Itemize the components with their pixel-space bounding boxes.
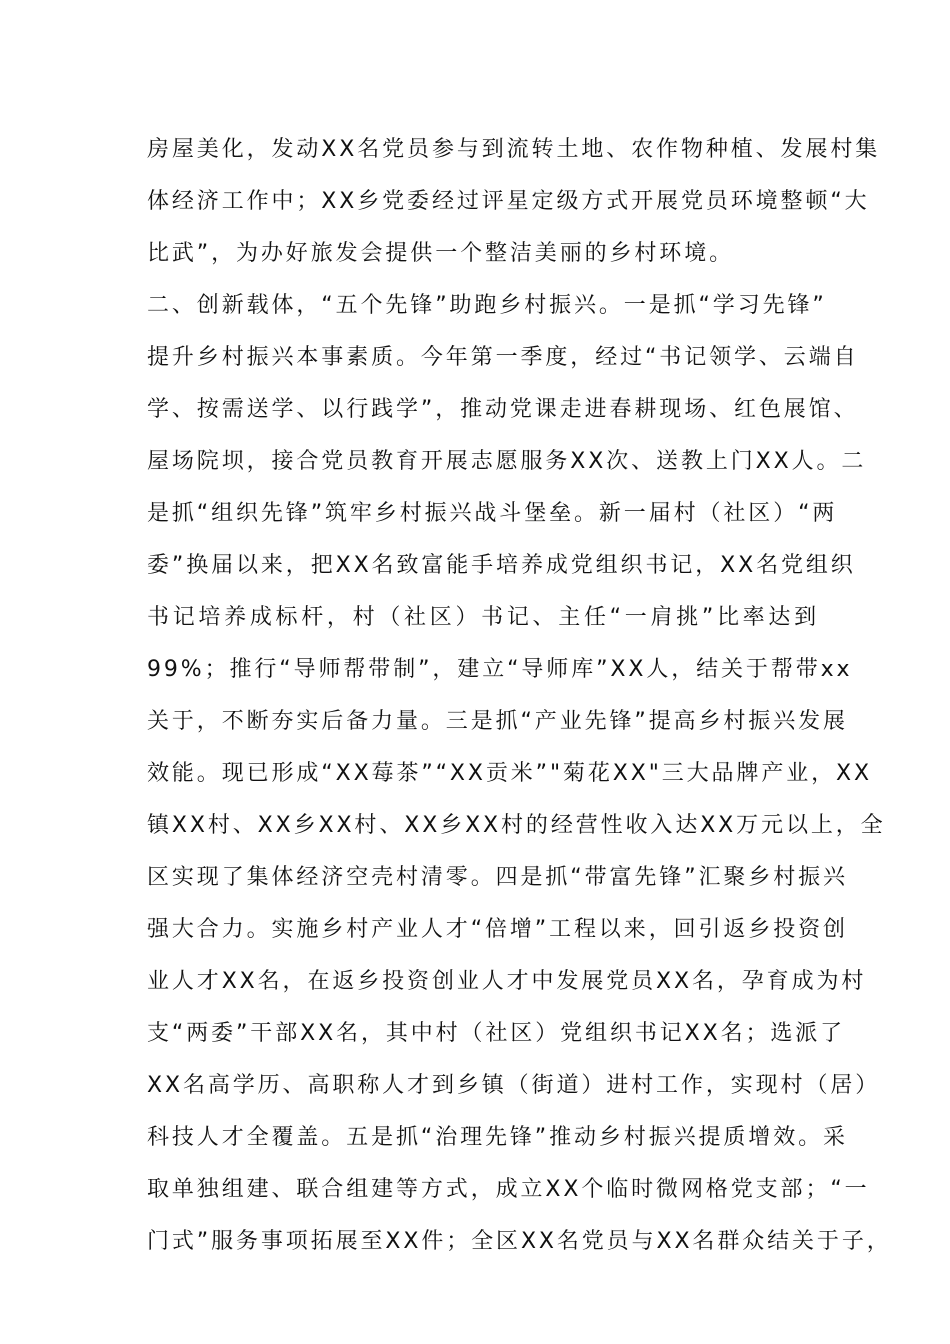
text-line-9: 委”换届以来，把XX名致富能手培养成党组织书记，XX名党组织 <box>147 553 856 578</box>
text-line-14: 镇XX村、XX乡XX村、XX乡XX村的经营性收入达XX万元以上，全 <box>147 813 886 838</box>
text-line-3: 比武”，为办好旅发会提供一个整洁美丽的乡村环境。 <box>147 241 734 266</box>
text-line-17: 业人才XX名，在返乡投资创业人才中发展党员XX名，孕育成为村 <box>147 969 867 994</box>
text-line-6: 学、按需送学、以行践学”，推动党课走进春耕现场、红色展馆、 <box>147 397 859 422</box>
text-line-19: XX名高学历、高职称人才到乡镇（街道）进村工作，实现村（居） <box>147 1073 881 1098</box>
text-line-22: 门式”服务事项拓展至XX件；全区XX名党员与XX名群众结关于子， <box>147 1229 892 1254</box>
text-line-2: 体经济工作中；XX乡党委经过评星定级方式开展党员环境整顿“大 <box>147 189 870 214</box>
text-line-13: 效能。现已形成“XX莓茶”“XX贡米”"菊花XX"三大品牌产业，XX <box>147 761 872 786</box>
text-line-18: 支“两委”干部XX名，其中村（社区）党组织书记XX名；选派了 <box>147 1021 846 1046</box>
text-line-5: 提升乡村振兴本事素质。今年第一季度，经过“书记领学、云端自 <box>147 345 859 370</box>
text-line-10: 书记培养成标杆，村（社区）书记、主任“一肩挑”比率达到 <box>147 605 819 630</box>
text-line-21: 取单独组建、联合组建等方式，成立XX个临时微网格党支部；“一 <box>147 1177 870 1202</box>
text-line-7: 屋场院坝，接合党员教育开展志愿服务XX次、送教上门XX人。二 <box>147 449 867 474</box>
text-line-11: 99%；推行“导师帮带制”，建立“导师库”XX人，结关于帮带xx <box>147 657 853 682</box>
text-line-16: 强大合力。实施乡村产业人才“倍增”工程以来，回引返乡投资创 <box>147 917 848 942</box>
text-line-20: 科技人才全覆盖。五是抓“治理先锋”推动乡村振兴提质增效。采 <box>147 1125 848 1150</box>
text-line-15: 区实现了集体经济空壳村清零。四是抓“带富先锋”汇聚乡村振兴 <box>147 865 848 890</box>
text-line-1: 房屋美化，发动XX名党员参与到流转土地、农作物种植、发展村集 <box>147 137 881 162</box>
text-line-8: 是抓“组织先锋”筑牢乡村振兴战斗堡垒。新一届村（社区）“两 <box>147 501 838 526</box>
text-line-4: 二、创新载体，“五个先锋”助跑乡村振兴。一是抓“学习先锋” <box>147 293 827 318</box>
text-line-12: 关于，不断夯实后备力量。三是抓“产业先锋”提高乡村振兴发展 <box>147 709 848 734</box>
